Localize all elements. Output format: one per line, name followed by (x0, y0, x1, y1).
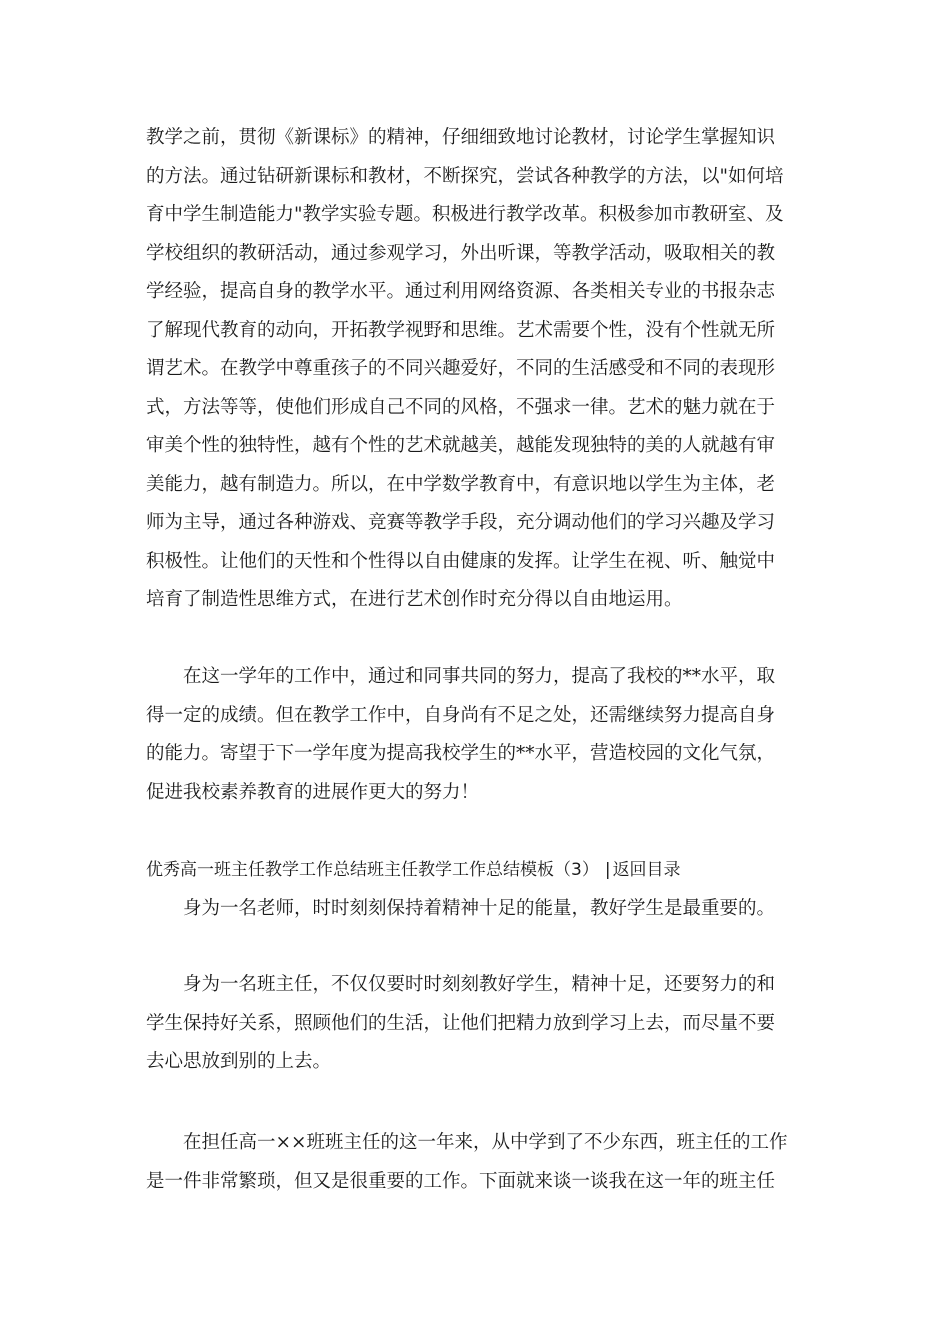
text-line: 审美个性的独特性，越有个性的艺术就越美，越能发现独特的美的人就越有审 (146, 435, 776, 456)
back-to-toc-link[interactable]: 返回目录 (612, 860, 681, 880)
text-line: 式，方法等等，使他们形成自己不同的风格，不强求一律。艺术的魅力就在于 (146, 397, 776, 418)
text-line: 身为一名班主任，不仅仅要时时刻刻教好学生，精神十足，还要努力的和 (183, 974, 776, 995)
text-line: 去心思放到别的上去。 (146, 1051, 332, 1072)
section-title: 优秀高一班主任教学工作总结班主任教学工作总结模板（3） (146, 860, 599, 880)
text-line: 得一定的成绩。但在教学工作中，自身尚有不足之处，还需继续努力提高自身 (146, 705, 776, 726)
text-line: 教学之前，贯彻《新课标》的精神，仔细细致地讨论教材，讨论学生掌握知识 (146, 127, 776, 148)
separator: | (604, 860, 611, 880)
text-line: 是一件非常繁琐，但又是很重要的工作。下面就来谈一谈我在这一年的班主任 (146, 1171, 776, 1192)
text-line: 促进我校素养教育的进展作更大的努力！ (146, 782, 480, 803)
text-line: 学生保持好关系，照顾他们的生活，让他们把精力放到学习上去，而尽量不要 (146, 1013, 776, 1034)
text-line: 身为一名老师，时时刻刻保持着精神十足的能量，教好学生是最重要的。 (183, 898, 776, 919)
text-line: 在这一学年的工作中，通过和同事共同的努力，提高了我校的**水平，取 (183, 666, 776, 687)
text-line: 的方法。通过钻研新课标和教材，不断探究，尝试各种教学的方法，以"如何培 (146, 166, 784, 187)
text-line: 学校组织的教研活动，通过参观学习，外出听课，等教学活动，吸取相关的教 (146, 243, 776, 264)
text-line: 了解现代教育的动向，开拓教学视野和思维。艺术需要个性，没有个性就无所 (146, 320, 776, 341)
text-line: 积极性。让他们的天性和个性得以自由健康的发挥。让学生在视、听、触觉中 (146, 551, 776, 572)
text-line: 谓艺术。在教学中尊重孩子的不同兴趣爱好，不同的生活感受和不同的表现形 (146, 358, 776, 379)
text-line: 师为主导，通过各种游戏、竞赛等教学手段，充分调动他们的学习兴趣及学习 (146, 512, 776, 533)
text-line: 美能力，越有制造力。所以，在中学数学教育中，有意识地以学生为主体，老 (146, 474, 776, 495)
text-line: 育中学生制造能力"教学实验专题。积极进行教学改革。积极参加市教研室、及 (146, 204, 784, 225)
text-line: 学经验，提高自身的教学水平。通过利用网络资源、各类相关专业的书报杂志 (146, 281, 776, 302)
text-line: 的能力。寄望于下一学年度为提高我校学生的**水平，营造校园的文化气氛， (146, 743, 776, 764)
text-line: 在担任高一××班班主任的这一年来，从中学到了不少东西，班主任的工作 (183, 1132, 788, 1153)
text-line: 培育了制造性思维方式，在进行艺术创作时充分得以自由地运用。 (146, 589, 683, 610)
section-heading (146, 858, 681, 882)
